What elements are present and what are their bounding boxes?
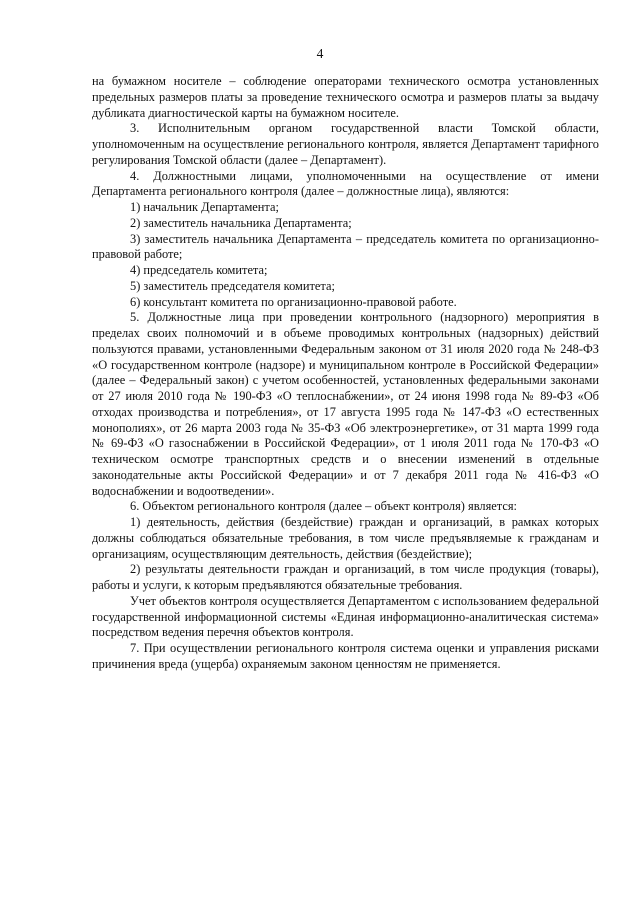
paragraph: на бумажном носителе – соблюдение операторами технического осмотра установленных предельных размеров платы за проведение технического осмотра и размеров платы за выдачу дубликата диагностической карты на бумажном носителе.	[92, 74, 599, 120]
document-body	[92, 74, 599, 673]
paragraph: 5) заместитель председателя комитета;	[130, 278, 335, 293]
paragraph: 5. Должностные лица при проведении контрольного (надзорного) мероприятия в пределах своих полномочий и в объеме проводимых контрольных (надзорных) действий пользуются правами, установленными Федеральным законом от 31 июля 2020 года № 248-ФЗ «О государственном контроле (надзоре) и муниципальном контроле в Российской Федерации» (далее – Федеральный закон) с учетом особенностей, установленных федеральными законами от 27 июля 2010 года № 190-ФЗ «О теплоснабжении», от 24 июня 1998 года № 89-ФЗ «Об отходах производства и потребления», от 17 августа 1995 года № 147-ФЗ «О естественных монополиях», от 26 марта 2003 года № 35-ФЗ «Об электроэнергетике», от 31 марта 1999 года № 69-ФЗ «О газоснабжении в Российской Федерации», от 1 июля 2011 года № 170-ФЗ «О техническом осмотре транспортных средств и о внесении изменений в отдельные законодательные акты Российской Федерации» и от 7 декабря 2011 года № 416-ФЗ «О водоснабжении и водоотведении».	[92, 310, 599, 498]
paragraph: 7. При осуществлении регионального контроля система оценки и управления рисками причинения вреда (ущерба) охраняемым законом ценностям не применяется.	[92, 641, 599, 671]
paragraph: 2) результаты деятельности граждан и организаций, в том числе продукция (товары), работы и услуги, к которым предъявляются обязательные требования.	[92, 562, 599, 592]
paragraph: 1) начальник Департамента;	[130, 200, 279, 214]
paragraph: 3) заместитель начальника Департамента – председатель комитета по организационно-правовой работе;	[92, 231, 599, 262]
paragraph: 4. Должностными лицами, уполномоченными на осуществление от имени Департамента регионального контроля (далее – должностные лица), являются:	[92, 168, 599, 199]
paragraph: 6) консультант комитета по организационно-правовой работе.	[130, 294, 457, 309]
paragraph: 1) деятельность, действия (бездействие) граждан и организаций, в рамках которых должны соблюдаться обязательные требования, в том числе предъявляемые к гражданам и организациям, осуществляющим деятельность, действия (бездействие);	[92, 515, 599, 561]
paragraph: 6. Объектом регионального контроля (далее – объект контроля) является:	[130, 499, 517, 514]
paragraph: 4) председатель комитета;	[130, 263, 268, 277]
paragraph: 2) заместитель начальника Департамента;	[130, 215, 352, 230]
paragraph: 3. Исполнительным органом государственной власти Томской области, уполномоченным на осуществление регионального контроля, является Департамент тарифного регулирования Томской области (далее – Департамент).	[92, 121, 599, 167]
page-number: 4	[316, 46, 324, 61]
paragraph: Учет объектов контроля осуществляется Департаментом с использованием федеральной государственной информационной системы «Единая информационно-аналитическая система» посредством ведения перечня объектов контроля.	[92, 593, 599, 640]
